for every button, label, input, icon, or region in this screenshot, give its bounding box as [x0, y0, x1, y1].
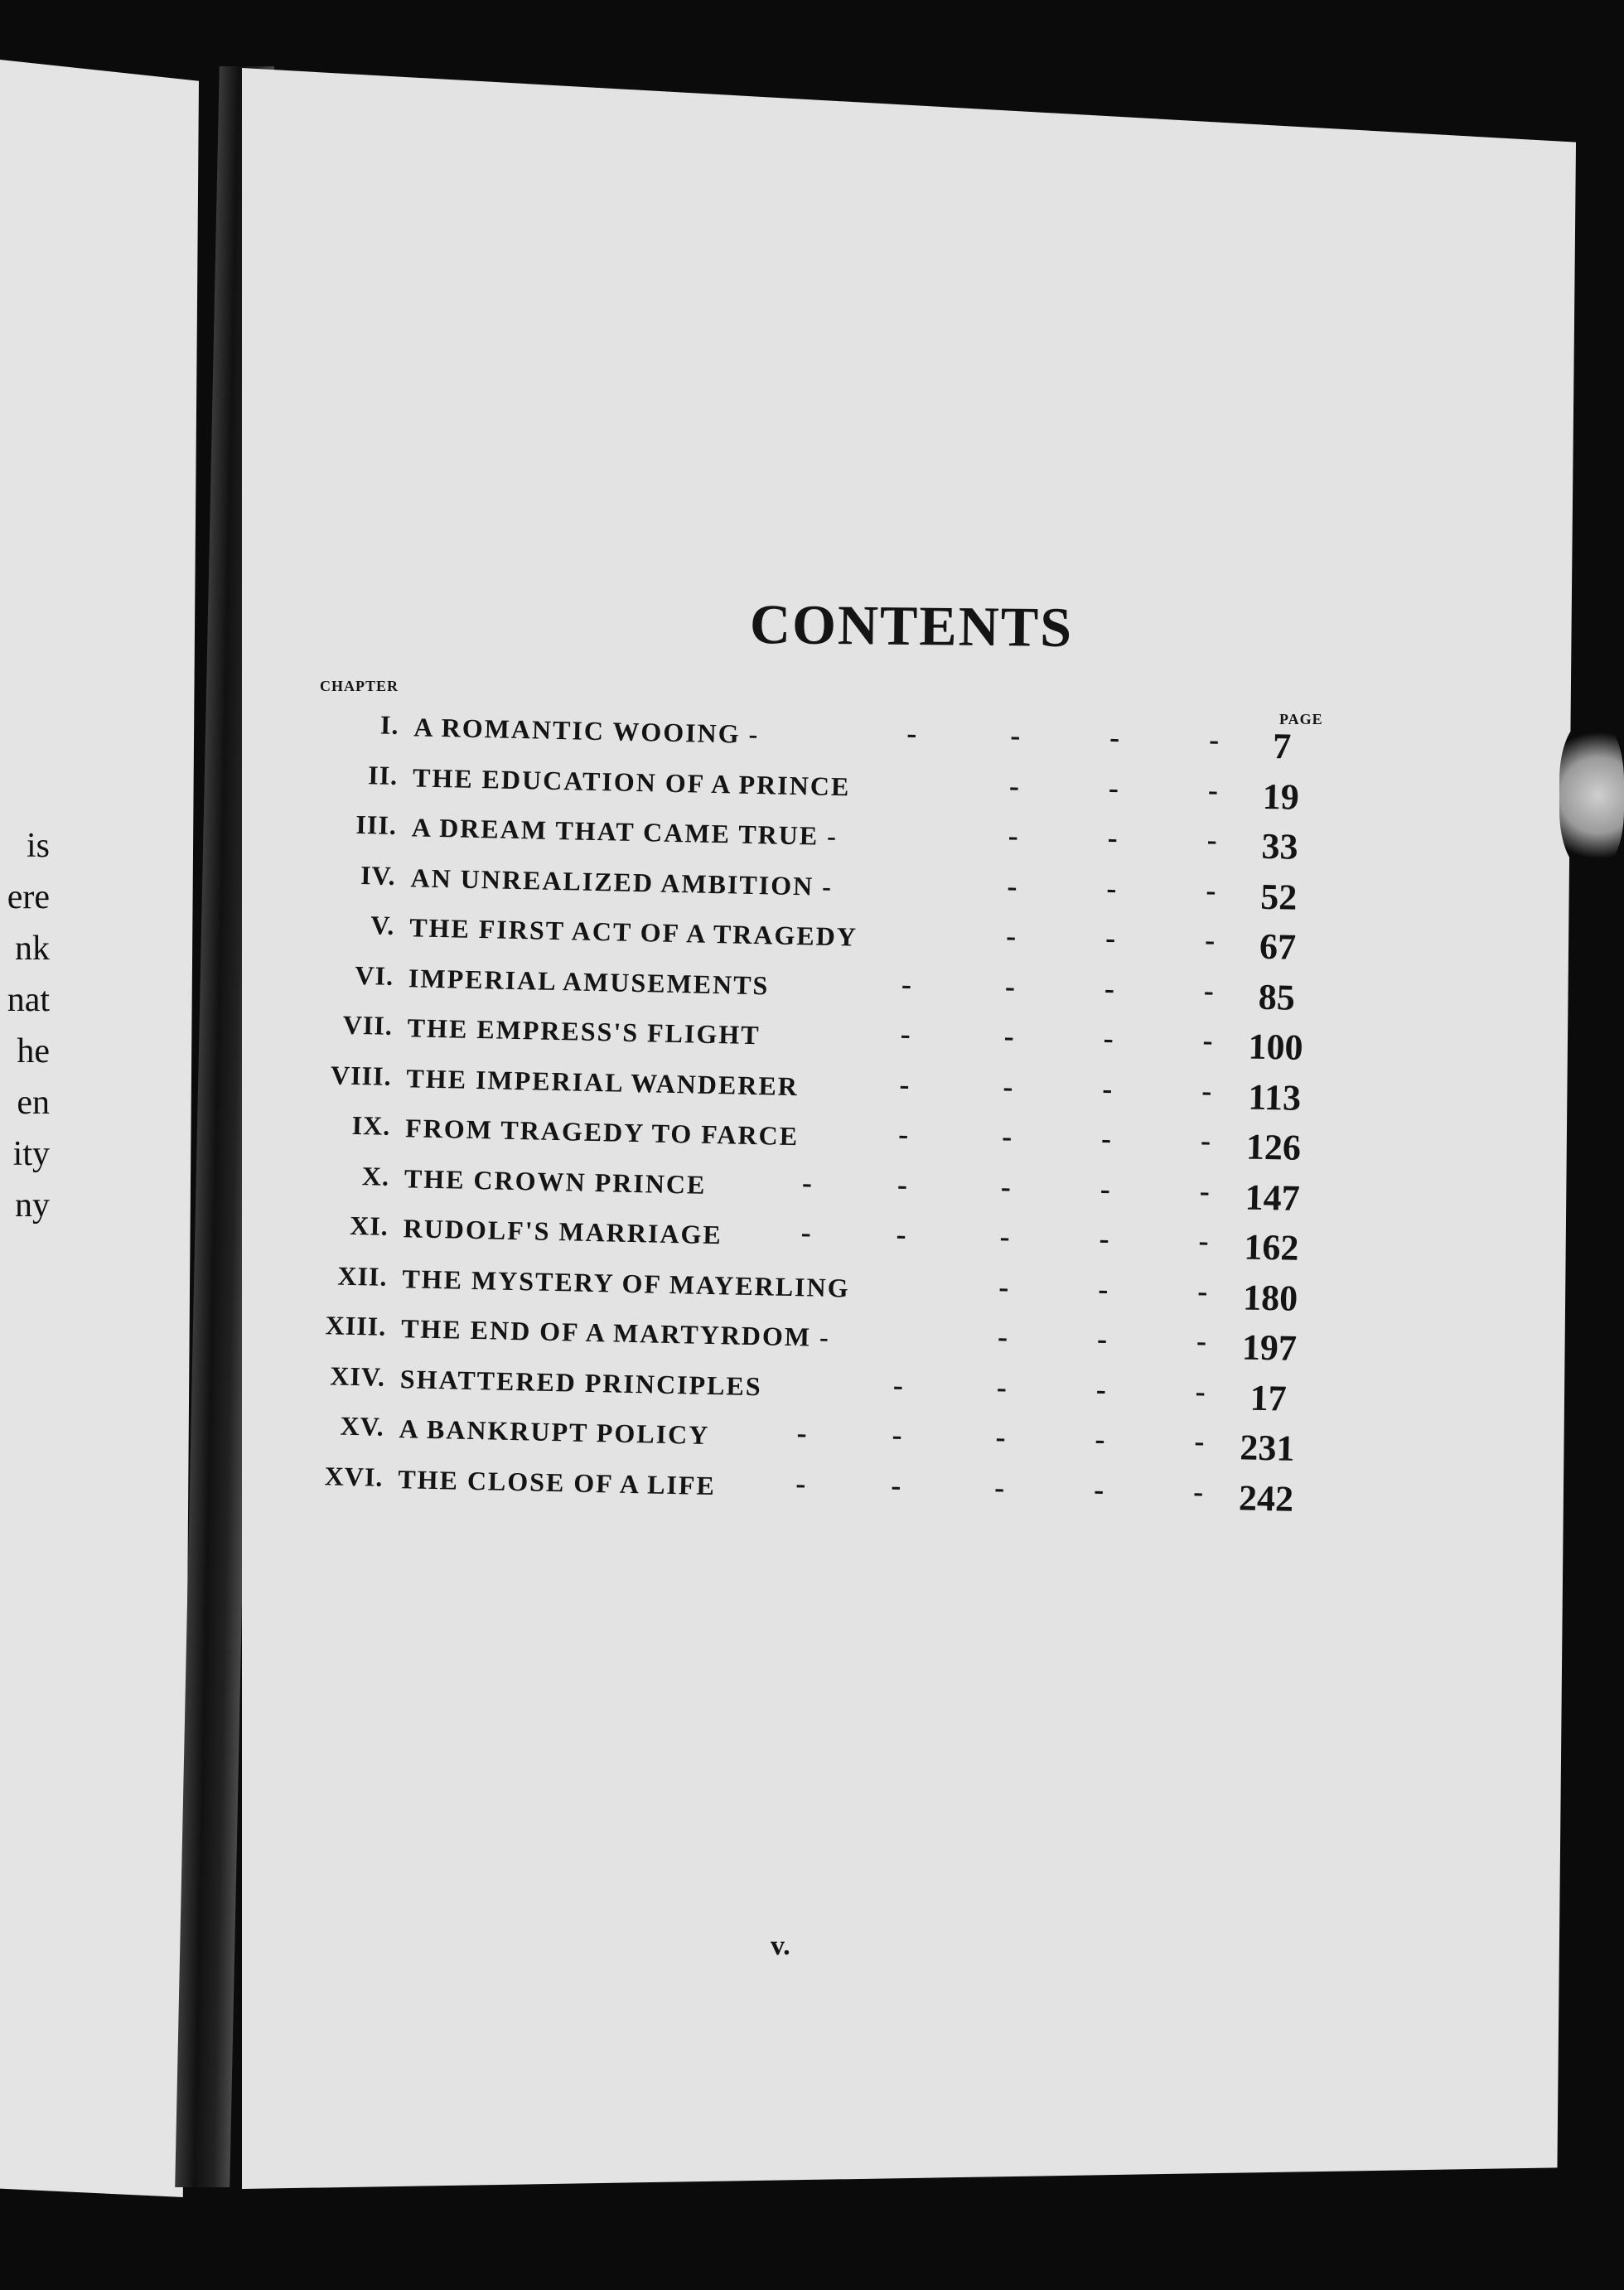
leader-dash: -: [1008, 819, 1019, 853]
leader-dash: -: [1008, 768, 1020, 803]
page-number: 33: [1261, 825, 1299, 867]
chapter-title: AN UNREALIZED AMBITION -: [410, 862, 834, 901]
left-fragment: ity: [12, 1135, 50, 1173]
leader-dash: -: [1007, 868, 1017, 903]
page-number: 7: [1272, 726, 1292, 767]
leader-dash: -: [896, 1217, 907, 1251]
chapter-numeral: XV.: [340, 1410, 385, 1442]
leader-dash: -: [1203, 973, 1215, 1007]
chapter-numeral: X.: [361, 1160, 390, 1191]
left-fragment: ny: [15, 1186, 50, 1225]
leader-dash: -: [1196, 1273, 1208, 1308]
leader-dash: -: [800, 1215, 812, 1249]
leader-dash: -: [1204, 923, 1216, 957]
leader-dash: -: [1194, 1424, 1205, 1458]
leader-dash: -: [901, 967, 912, 1001]
chapter-numeral: XII.: [337, 1260, 388, 1292]
chapter-title: IMPERIAL AMUSEMENTS: [408, 962, 770, 1000]
leader-dash: -: [1109, 720, 1120, 755]
leader-dash: -: [1200, 1123, 1211, 1157]
leader-dash: -: [1108, 771, 1119, 804]
page-number: 147: [1245, 1176, 1301, 1219]
chapter-title: THE MYSTERY OF MAYERLING: [402, 1263, 850, 1303]
leader-dash: -: [993, 1470, 1005, 1504]
leader-dash: -: [1100, 1172, 1111, 1205]
leader-dash: -: [892, 1418, 903, 1452]
leader-dash: -: [801, 1165, 813, 1200]
left-page-text-fragments: [0, 820, 50, 1231]
chapter-title: THE CLOSE OF A LIFE: [397, 1463, 717, 1500]
chapter-title: SHATTERED PRINCIPLES: [399, 1363, 763, 1401]
leader-dash: -: [1095, 1372, 1107, 1406]
leader-dash: -: [999, 1220, 1011, 1254]
leader-dash: -: [1103, 1021, 1114, 1056]
contents-list: [265, 701, 1375, 1525]
leader-dash: -: [795, 1466, 806, 1500]
page-number: 113: [1247, 1076, 1302, 1118]
leader-dash: -: [796, 1416, 808, 1450]
leader-dash: -: [1201, 1073, 1212, 1108]
page-number: 180: [1242, 1276, 1298, 1319]
chapter-column-label: CHAPTER: [320, 678, 399, 694]
leader-dash: -: [1196, 1324, 1207, 1358]
left-fragment: he: [17, 1032, 50, 1070]
chapter-title: THE EMPRESS'S FLIGHT: [407, 1012, 761, 1051]
chapter-title: A ROMANTIC WOOING -: [413, 712, 760, 750]
leader-dash: -: [1104, 920, 1116, 955]
leader-dash: -: [1093, 1472, 1104, 1506]
page-number: 85: [1258, 976, 1296, 1018]
leader-dash: -: [1102, 1071, 1113, 1105]
leader-dash: -: [998, 1269, 1009, 1304]
page-number: 162: [1243, 1226, 1299, 1268]
page-number: 19: [1262, 775, 1300, 818]
chapter-numeral: XVI.: [324, 1460, 384, 1492]
leader-dash: -: [1107, 820, 1119, 855]
leader-dash: -: [1199, 1173, 1211, 1208]
leader-dash: -: [899, 1067, 910, 1101]
leader-dash: -: [1208, 722, 1220, 756]
leader-dash: -: [890, 1468, 901, 1502]
page-number: 242: [1238, 1476, 1294, 1519]
leader-dash: -: [906, 716, 917, 751]
chapter-numeral: XIV.: [330, 1360, 386, 1392]
leader-dash: -: [1202, 1023, 1214, 1057]
chapter-numeral: VI.: [355, 959, 394, 991]
leader-dash: -: [900, 1017, 911, 1051]
leader-dash: -: [1106, 871, 1117, 905]
leader-dash: -: [1097, 1272, 1109, 1306]
contents-title: CONTENTS: [749, 592, 1074, 659]
leader-dash: -: [1001, 1119, 1013, 1153]
left-fragment: is: [26, 827, 50, 865]
chapter-title: THE CROWN PRINCE: [404, 1162, 707, 1200]
page-number: 17: [1249, 1377, 1288, 1419]
chapter-numeral: II.: [367, 759, 399, 790]
chapter-title: THE IMPERIAL WANDERER: [406, 1062, 800, 1101]
leader-dash: -: [995, 1420, 1007, 1454]
chapter-title: RUDOLF'S MARRIAGE: [403, 1213, 723, 1250]
leader-dash: -: [1100, 1121, 1112, 1156]
chapter-numeral: VIII.: [330, 1059, 392, 1091]
chapter-title: THE FIRST ACT OF A TRAGEDY: [408, 912, 858, 952]
leader-dash: -: [897, 1167, 908, 1201]
page-number: 231: [1239, 1427, 1295, 1469]
chapter-numeral: IV.: [360, 859, 397, 891]
leader-dash: -: [1003, 1069, 1013, 1104]
leader-dash: -: [1206, 823, 1218, 857]
leader-dash: -: [897, 1117, 909, 1151]
leader-dash: -: [1009, 718, 1021, 752]
leader-dash: -: [892, 1368, 904, 1402]
chapter-numeral: I.: [379, 709, 399, 740]
leader-dash: -: [1099, 1221, 1110, 1256]
chapter-numeral: XI.: [349, 1210, 389, 1241]
page-number: 67: [1259, 925, 1297, 968]
leader-dash: -: [996, 1370, 1008, 1403]
chapter-title: THE EDUCATION OF A PRINCE: [412, 761, 851, 801]
left-fragment: nat: [7, 981, 50, 1019]
chapter-numeral: IX.: [351, 1109, 391, 1141]
page-number: 52: [1259, 876, 1298, 918]
chapter-title: FROM TRAGEDY TO FARCE: [404, 1113, 800, 1152]
chapter-numeral: VII.: [342, 1009, 394, 1041]
page-column-label: PAGE: [1279, 711, 1323, 727]
leader-dash: -: [1104, 971, 1115, 1005]
leader-dash: -: [1005, 919, 1017, 953]
leader-dash: -: [997, 1320, 1008, 1354]
chapter-title: A BANKRUPT POLICY: [399, 1413, 710, 1451]
leader-dash: -: [1000, 1169, 1012, 1204]
chapter-title: THE END OF A MARTYRDOM -: [400, 1313, 831, 1353]
chapter-numeral: XIII.: [325, 1310, 387, 1341]
leader-dash: -: [1192, 1474, 1204, 1508]
page-number: 100: [1248, 1026, 1304, 1068]
left-fragment: nk: [15, 930, 50, 968]
leader-dash: -: [1096, 1321, 1108, 1356]
scan-speckle: [1559, 721, 1624, 870]
chapter-numeral: III.: [355, 809, 398, 840]
chapter-title: A DREAM THAT CAME TRUE -: [411, 812, 839, 852]
left-fragment: ere: [7, 878, 50, 916]
leader-dash: -: [1003, 1019, 1015, 1053]
leader-dash: -: [1206, 872, 1216, 907]
leader-dash: -: [1198, 1224, 1210, 1258]
chapter-numeral: V.: [370, 910, 395, 940]
leader-dash: -: [1207, 772, 1219, 807]
page-number: 197: [1241, 1326, 1298, 1369]
leader-dash: -: [1195, 1374, 1206, 1408]
leader-dash: -: [1095, 1422, 1105, 1456]
page-number: 126: [1245, 1126, 1302, 1168]
leader-dash: -: [1004, 969, 1016, 1003]
left-fragment: en: [17, 1084, 50, 1122]
page-folio: v.: [771, 1930, 790, 1961]
